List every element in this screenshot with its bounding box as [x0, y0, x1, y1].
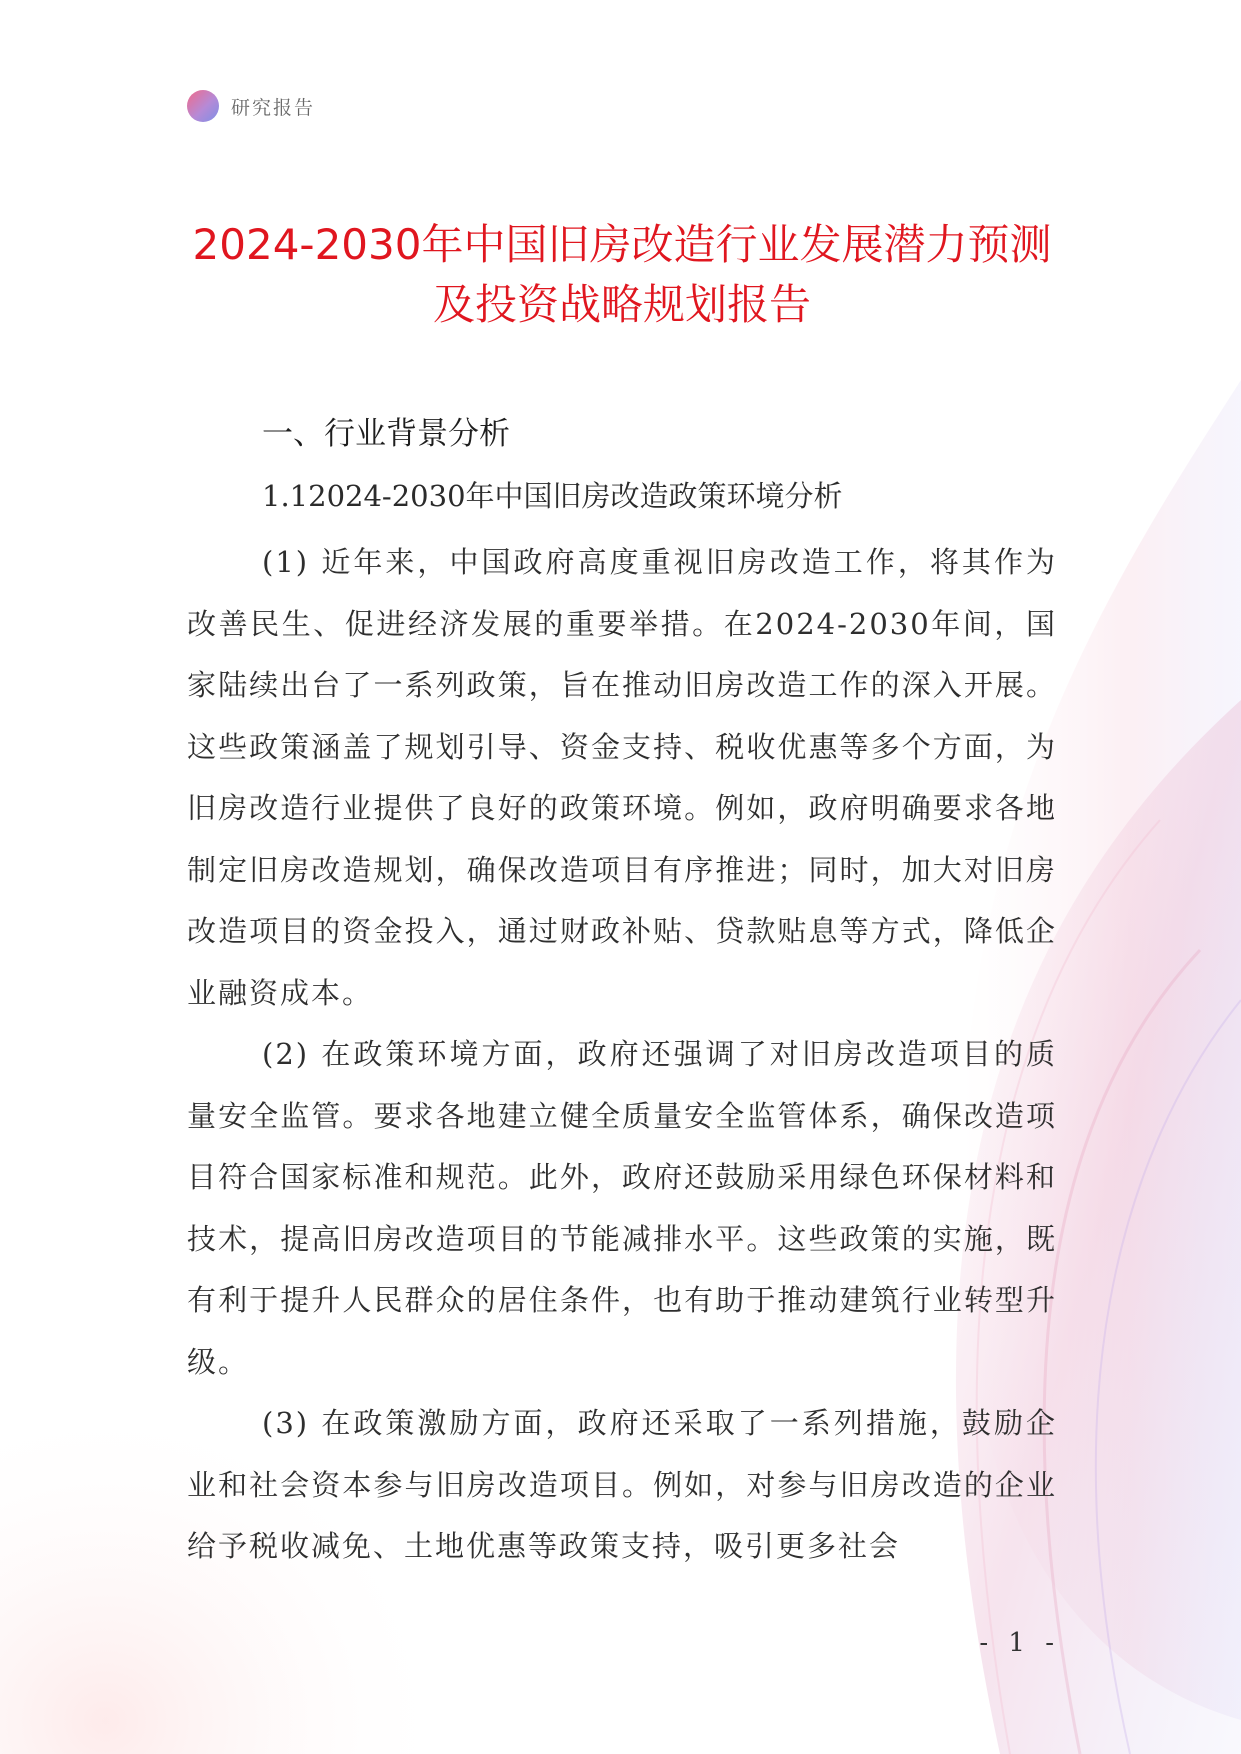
report-header — [187, 88, 315, 124]
paragraph-3: (3) 在政策激励方面，政府还采取了一系列措施，鼓励企业和社会资本参与旧房改造项目。例如，对参与旧房改造的企业给予税收减免、土地优惠等政策支持，吸引更多社会 — [187, 1406, 1057, 1563]
paragraph-2: (2) 在政策环境方面，政府还强调了对旧房改造项目的质量安全监管。要求各地建立健全质量安全监管体系，确保改造项目符合国家标准和规范。此外，政府还鼓励采用绿色环保材料和技术，提高旧房改造项目的节能减排水平。这些政策的实施，既有利于提升人民群众的居住条件，也有助于推动建筑行业转型升级。 — [187, 1037, 1057, 1379]
subsection-heading: 1.12024-2030年中国旧房改造政策环境分析 — [262, 479, 843, 513]
report-title: 2024-2030年中国旧房改造行业发展潜力预测及投资战略规划报告 — [192, 220, 1052, 329]
paragraph-1: (1) 近年来，中国政府高度重视旧房改造工作，将其作为改善民生、促进经济发展的重要举措。在2024-2030年间，国家陆续出台了一系列政策，旨在推动旧房改造工作的深入开展。这些政策涵盖了规划引导、资金支持、税收优惠等多个方面，为旧房改造行业提供了良好的政策环境。例如，政府明确要求各地制定旧房改造规划，确保改造项目有序推进；同时，加大对旧房改造项目的资金投入，通过财政补贴、贷款贴息等方式，降低企业融资成本。 — [187, 545, 1057, 1010]
report-body — [187, 412, 1057, 1578]
header-label: 研究报告 — [231, 96, 316, 119]
section-heading: 一、行业背景分析 — [262, 416, 510, 452]
logo-circle-icon — [187, 90, 219, 122]
page-number: - 1 - — [979, 1628, 1060, 1658]
